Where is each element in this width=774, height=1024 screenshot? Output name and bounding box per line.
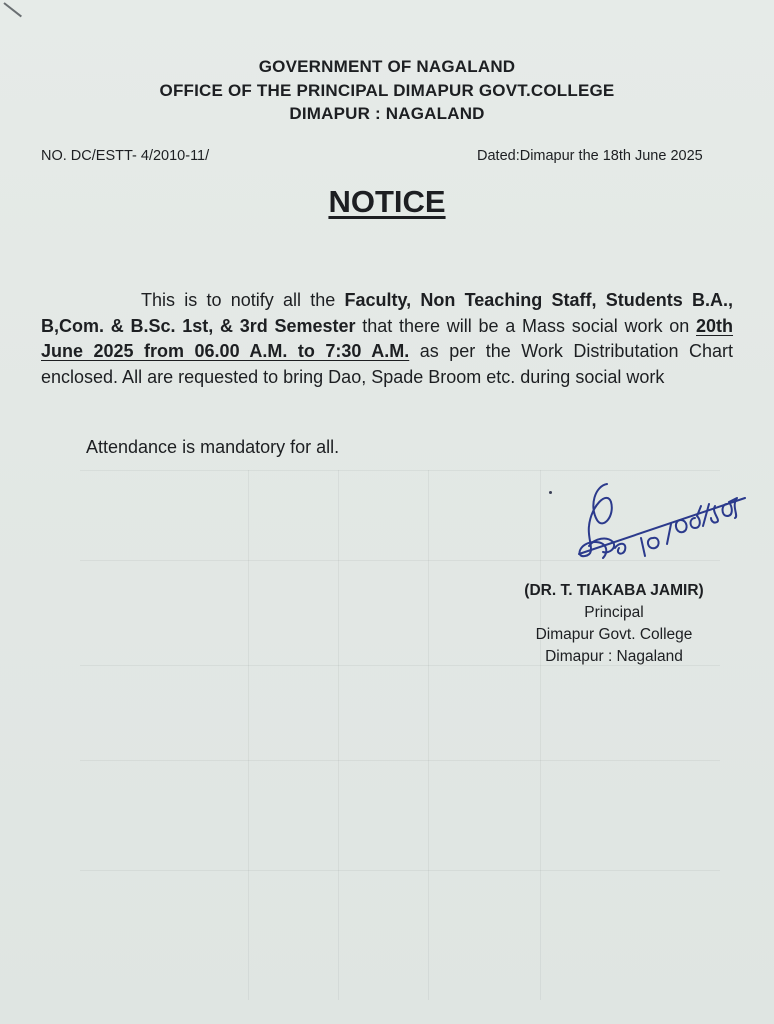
show-through-line: [80, 470, 720, 471]
dated-line: Dated:Dimapur the 18th June 2025: [477, 148, 703, 164]
body-date-time-text: 20th June 2025 from 06.00 A.M. to 7:30 A.M.: [41, 315, 734, 361]
show-through-line: [80, 760, 720, 761]
show-through-line: [428, 470, 429, 1000]
reference-number: NO. DC/ESTT- 4/2010-11/: [41, 148, 210, 164]
signatory-block: [494, 580, 734, 668]
body-middle-text: that there will be a Mass social work on: [355, 315, 696, 336]
notice-title: NOTICE: [328, 184, 446, 219]
attendance-note: Attendance is mandatory for all.: [86, 437, 340, 457]
header-location: DIMAPUR : NAGALAND: [289, 104, 485, 123]
show-through-line: [248, 470, 249, 1000]
show-through-line: [80, 870, 720, 871]
handwritten-signature: [545, 476, 755, 586]
signatory-institution: Dimapur Govt. College: [535, 626, 693, 643]
header-government: GOVERNMENT OF NAGALAND: [258, 57, 516, 76]
signatory-location: Dimapur : Nagaland: [545, 648, 683, 665]
show-through-line: [338, 470, 339, 1000]
body-audience-text: Faculty, Non Teaching Staff, Students B.A., B,Com. & B.Sc. 1st, & 3rd Semester: [41, 290, 734, 336]
notice-body-paragraph: [41, 288, 733, 390]
header-office: OFFICE OF THE PRINCIPAL DIMAPUR GOVT.COLLEGE: [159, 81, 615, 100]
signatory-designation: Principal: [584, 604, 644, 621]
signatory-name: (DR. T. TIAKABA JAMIR): [524, 582, 704, 599]
corner-mark: [3, 2, 22, 17]
show-through-line: [540, 470, 541, 1000]
body-end-text: as per the Work Distributation Chart enclosed. All are requested to bring Dao, Spade Broom etc. during social work: [41, 341, 733, 387]
body-intro-text: This is to notify all the: [141, 290, 345, 310]
